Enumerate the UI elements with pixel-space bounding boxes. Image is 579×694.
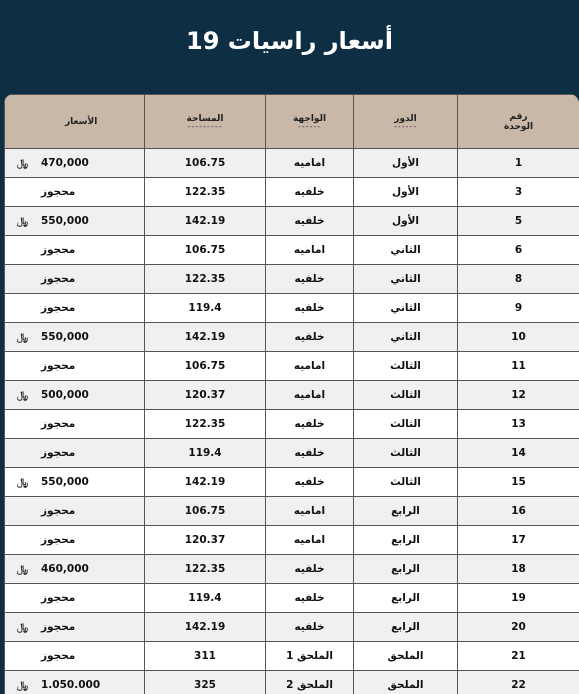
facade-cell: اماميه	[266, 526, 354, 555]
unit-cell: 21	[458, 642, 579, 671]
price-cell	[5, 526, 145, 555]
price-value: محجوز	[41, 418, 76, 430]
facade-cell: خلفيه	[266, 265, 354, 294]
table-row	[5, 468, 579, 497]
facade-cell: الملحق 1	[266, 642, 354, 671]
area-cell: 142.19	[145, 207, 266, 236]
facade-cell: اماميه	[266, 236, 354, 265]
floor-cell: الأول	[354, 149, 458, 178]
unit-cell: 13	[458, 410, 579, 439]
price-value: محجوز	[41, 244, 76, 256]
riyal-currency-icon: ﷼	[17, 680, 29, 691]
floor-cell: الثالث	[354, 410, 458, 439]
price-cell	[5, 352, 145, 381]
price-value: 550,000	[41, 476, 89, 488]
area-cell: 325	[145, 671, 266, 694]
page-title: أسعار راسيات 19	[186, 27, 393, 55]
riyal-currency-icon: ﷼	[17, 216, 29, 227]
unit-cell: 5	[458, 207, 579, 236]
area-cell: 106.75	[145, 352, 266, 381]
area-cell: 120.37	[145, 381, 266, 410]
price-value: محجوز	[41, 505, 76, 517]
unit-cell: 3	[458, 178, 579, 207]
price-value: محجوز	[41, 447, 76, 459]
area-cell: 311	[145, 642, 266, 671]
floor-cell: الرابع	[354, 526, 458, 555]
price-value: محجوز	[41, 273, 76, 285]
price-value: محجوز	[41, 534, 76, 546]
area-cell: 122.35	[145, 265, 266, 294]
area-cell: 122.35	[145, 410, 266, 439]
area-cell: 119.4	[145, 294, 266, 323]
price-cell	[5, 410, 145, 439]
riyal-currency-icon: ﷼	[17, 564, 29, 575]
facade-cell: اماميه	[266, 149, 354, 178]
price-value: 460,000	[41, 563, 89, 575]
price-value: محجوز	[41, 302, 76, 314]
table-row	[5, 323, 579, 352]
floor-cell: الثالث	[354, 468, 458, 497]
floor-cell: الأول	[354, 207, 458, 236]
price-cell	[5, 178, 145, 207]
table-header-row	[5, 95, 579, 149]
unit-cell: 15	[458, 468, 579, 497]
table-row	[5, 439, 579, 468]
facade-cell: الملحق 2	[266, 671, 354, 694]
floor-cell: الرابع	[354, 555, 458, 584]
table-row	[5, 352, 579, 381]
area-cell: 142.19	[145, 613, 266, 642]
floor-cell: الرابع	[354, 613, 458, 642]
price-value: محجوز	[41, 360, 76, 372]
page-header	[0, 0, 579, 95]
price-cell	[5, 323, 145, 352]
facade-cell: اماميه	[266, 352, 354, 381]
riyal-currency-icon: ﷼	[17, 390, 29, 401]
floor-cell: الثاني	[354, 236, 458, 265]
floor-cell: الثاني	[354, 294, 458, 323]
price-cell	[5, 265, 145, 294]
unit-cell: 6	[458, 236, 579, 265]
riyal-currency-icon: ﷼	[17, 622, 29, 633]
unit-cell: 14	[458, 439, 579, 468]
area-cell: 106.75	[145, 149, 266, 178]
facade-cell: خلفيه	[266, 613, 354, 642]
table-row	[5, 613, 579, 642]
unit-cell: 12	[458, 381, 579, 410]
header-floor: الدور ------	[354, 95, 458, 149]
table-row	[5, 497, 579, 526]
price-value: محجوز	[41, 621, 76, 633]
table-row	[5, 410, 579, 439]
facade-cell: خلفيه	[266, 468, 354, 497]
table-row	[5, 236, 579, 265]
price-cell	[5, 207, 145, 236]
unit-cell: 20	[458, 613, 579, 642]
floor-cell: الرابع	[354, 584, 458, 613]
table-row	[5, 178, 579, 207]
unit-cell: 10	[458, 323, 579, 352]
price-cell	[5, 555, 145, 584]
riyal-currency-icon: ﷼	[17, 332, 29, 343]
table-row	[5, 381, 579, 410]
price-cell	[5, 149, 145, 178]
price-value: محجوز	[41, 650, 76, 662]
table-row	[5, 555, 579, 584]
unit-cell: 16	[458, 497, 579, 526]
facade-cell: اماميه	[266, 497, 354, 526]
price-cell	[5, 613, 145, 642]
table-row	[5, 671, 579, 694]
price-cell	[5, 439, 145, 468]
header-unit: رقم الوحدة	[458, 95, 579, 149]
facade-cell: خلفيه	[266, 439, 354, 468]
header-price: الأسعار	[5, 95, 145, 149]
unit-cell: 1	[458, 149, 579, 178]
floor-cell: الملحق	[354, 642, 458, 671]
facade-cell: خلفيه	[266, 178, 354, 207]
price-cell	[5, 468, 145, 497]
facade-cell: خلفيه	[266, 555, 354, 584]
facade-cell: خلفيه	[266, 207, 354, 236]
facade-cell: خلفيه	[266, 584, 354, 613]
floor-cell: الثالث	[354, 352, 458, 381]
price-cell	[5, 584, 145, 613]
table-row	[5, 207, 579, 236]
table-row	[5, 526, 579, 555]
unit-cell: 22	[458, 671, 579, 694]
price-value: 1.050.000	[41, 679, 101, 691]
facade-cell: اماميه	[266, 381, 354, 410]
price-table	[4, 94, 579, 694]
table-row	[5, 149, 579, 178]
facade-cell: خلفيه	[266, 323, 354, 352]
header-area: المساحة ---------	[145, 95, 266, 149]
floor-cell: الملحق	[354, 671, 458, 694]
area-cell: 142.19	[145, 323, 266, 352]
unit-cell: 8	[458, 265, 579, 294]
area-cell: 106.75	[145, 236, 266, 265]
table-row	[5, 642, 579, 671]
facade-cell: خلفيه	[266, 410, 354, 439]
area-cell: 106.75	[145, 497, 266, 526]
price-cell	[5, 497, 145, 526]
area-cell: 120.37	[145, 526, 266, 555]
unit-cell: 11	[458, 352, 579, 381]
price-cell	[5, 381, 145, 410]
table-row	[5, 265, 579, 294]
price-value: 470,000	[41, 157, 89, 169]
floor-cell: الرابع	[354, 497, 458, 526]
price-cell	[5, 642, 145, 671]
header-facade: الواجهة ------	[266, 95, 354, 149]
price-cell	[5, 294, 145, 323]
facade-cell: خلفيه	[266, 294, 354, 323]
area-cell: 119.4	[145, 439, 266, 468]
price-value: 550,000	[41, 215, 89, 227]
unit-cell: 19	[458, 584, 579, 613]
price-table-card	[4, 94, 579, 694]
table-body	[5, 149, 579, 694]
price-cell	[5, 671, 145, 694]
area-cell: 142.19	[145, 468, 266, 497]
price-cell	[5, 236, 145, 265]
price-value: محجوز	[41, 592, 76, 604]
floor-cell: الثالث	[354, 439, 458, 468]
price-value: محجوز	[41, 186, 76, 198]
area-cell: 122.35	[145, 178, 266, 207]
table-row	[5, 584, 579, 613]
floor-cell: الثاني	[354, 265, 458, 294]
floor-cell: الأول	[354, 178, 458, 207]
riyal-currency-icon: ﷼	[17, 477, 29, 488]
floor-cell: الثالث	[354, 381, 458, 410]
unit-cell: 17	[458, 526, 579, 555]
area-cell: 119.4	[145, 584, 266, 613]
floor-cell: الثاني	[354, 323, 458, 352]
price-value: 550,000	[41, 331, 89, 343]
unit-cell: 9	[458, 294, 579, 323]
area-cell: 122.35	[145, 555, 266, 584]
unit-cell: 18	[458, 555, 579, 584]
table-row	[5, 294, 579, 323]
price-value: 500,000	[41, 389, 89, 401]
riyal-currency-icon: ﷼	[17, 158, 29, 169]
